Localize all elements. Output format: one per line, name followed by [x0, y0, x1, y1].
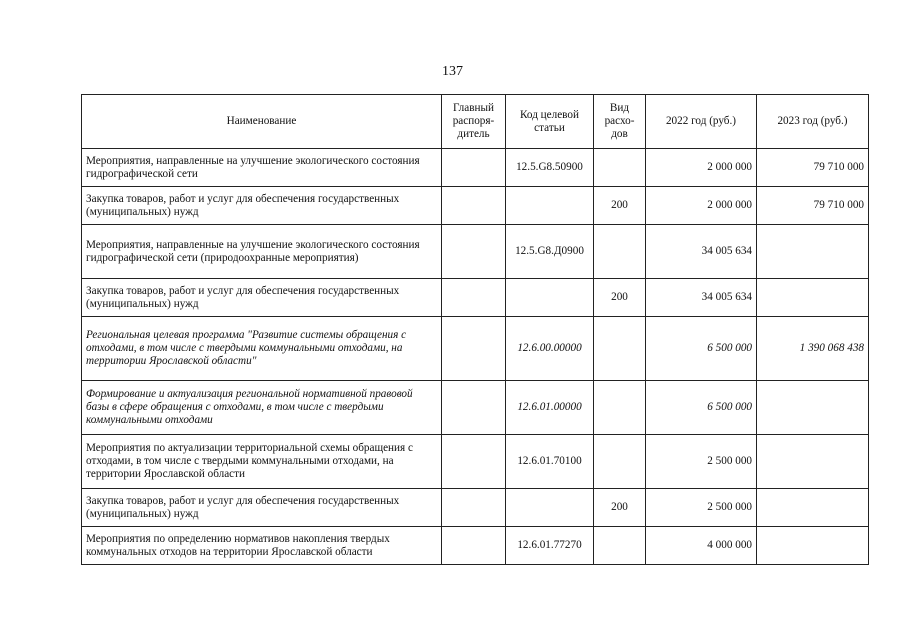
cell-admin: [442, 527, 506, 565]
cell-2022: 34 005 634: [646, 279, 757, 317]
table-header: [82, 95, 869, 149]
cell-code: [506, 279, 594, 317]
cell-admin: [442, 317, 506, 381]
cell-code: [506, 489, 594, 527]
table-row: [82, 279, 869, 317]
cell-2023: [757, 489, 869, 527]
cell-name: Мероприятия по актуализации территориальной схемы обращения с отходами, в том числе с твердыми коммунальными отходами, на территории Ярославской области: [82, 435, 442, 489]
table-row: [82, 435, 869, 489]
cell-name: Закупка товаров, работ и услуг для обеспечения государственных (муниципальных) нужд: [82, 489, 442, 527]
cell-code: 12.6.01.77270: [506, 527, 594, 565]
cell-code: 12.6.00.00000: [506, 317, 594, 381]
cell-type: 200: [594, 279, 646, 317]
cell-admin: [442, 279, 506, 317]
cell-2022: 34 005 634: [646, 225, 757, 279]
cell-2022: 2 500 000: [646, 489, 757, 527]
table-row: [82, 317, 869, 381]
cell-code: [506, 187, 594, 225]
cell-admin: [442, 149, 506, 187]
cell-2023: [757, 527, 869, 565]
cell-name: Формирование и актуализация региональной нормативной правовой базы в сфере обращения с отходами, в том числе с твердыми коммунальными отходами: [82, 381, 442, 435]
cell-type: [594, 527, 646, 565]
cell-name: Мероприятия, направленные на улучшение экологического состояния гидрографической сети (природоохранные мероприятия): [82, 225, 442, 279]
cell-admin: [442, 381, 506, 435]
cell-code: 12.6.01.00000: [506, 381, 594, 435]
cell-2023: [757, 381, 869, 435]
cell-2022: 6 500 000: [646, 381, 757, 435]
cell-code: 12.6.01.70100: [506, 435, 594, 489]
cell-2023: 79 710 000: [757, 149, 869, 187]
cell-type: [594, 317, 646, 381]
cell-2023: [757, 435, 869, 489]
cell-name: Закупка товаров, работ и услуг для обеспечения государственных (муниципальных) нужд: [82, 279, 442, 317]
cell-admin: [442, 435, 506, 489]
cell-2023: [757, 279, 869, 317]
cell-admin: [442, 225, 506, 279]
cell-admin: [442, 489, 506, 527]
cell-2023: [757, 225, 869, 279]
cell-name: Региональная целевая программа "Развитие системы обращения с отходами, в том числе с твердыми коммунальными отходами, на территории Ярославской области": [82, 317, 442, 381]
cell-code: 12.5.G8.50900: [506, 149, 594, 187]
budget-table: [81, 94, 869, 565]
table-row: [82, 489, 869, 527]
cell-2022: 2 000 000: [646, 187, 757, 225]
header-code: Код целевой статьи: [506, 95, 594, 149]
cell-admin: [442, 187, 506, 225]
cell-type: 200: [594, 489, 646, 527]
cell-2023: 1 390 068 438: [757, 317, 869, 381]
cell-name: Закупка товаров, работ и услуг для обеспечения государственных (муниципальных) нужд: [82, 187, 442, 225]
header-2023: 2023 год (руб.): [757, 95, 869, 149]
cell-2022: 4 000 000: [646, 527, 757, 565]
cell-type: [594, 149, 646, 187]
table-row: [82, 149, 869, 187]
cell-type: [594, 381, 646, 435]
header-type: Вид расхо-дов: [594, 95, 646, 149]
page-number: 137: [442, 64, 463, 79]
cell-2023: 79 710 000: [757, 187, 869, 225]
header-2022: 2022 год (руб.): [646, 95, 757, 149]
cell-type: [594, 225, 646, 279]
cell-code: 12.5.G8.Д0900: [506, 225, 594, 279]
table-row: [82, 381, 869, 435]
table-row: [82, 225, 869, 279]
cell-type: [594, 435, 646, 489]
cell-name: Мероприятия по определению нормативов накопления твердых коммунальных отходов на территории Ярославской области: [82, 527, 442, 565]
cell-2022: 2 000 000: [646, 149, 757, 187]
cell-name: Мероприятия, направленные на улучшение экологического состояния гидрографической сети: [82, 149, 442, 187]
table-row: [82, 527, 869, 565]
cell-2022: 6 500 000: [646, 317, 757, 381]
cell-2022: 2 500 000: [646, 435, 757, 489]
header-admin: Главный распоря-дитель: [442, 95, 506, 149]
table-row: [82, 187, 869, 225]
header-name: Наименование: [82, 95, 442, 149]
cell-type: 200: [594, 187, 646, 225]
